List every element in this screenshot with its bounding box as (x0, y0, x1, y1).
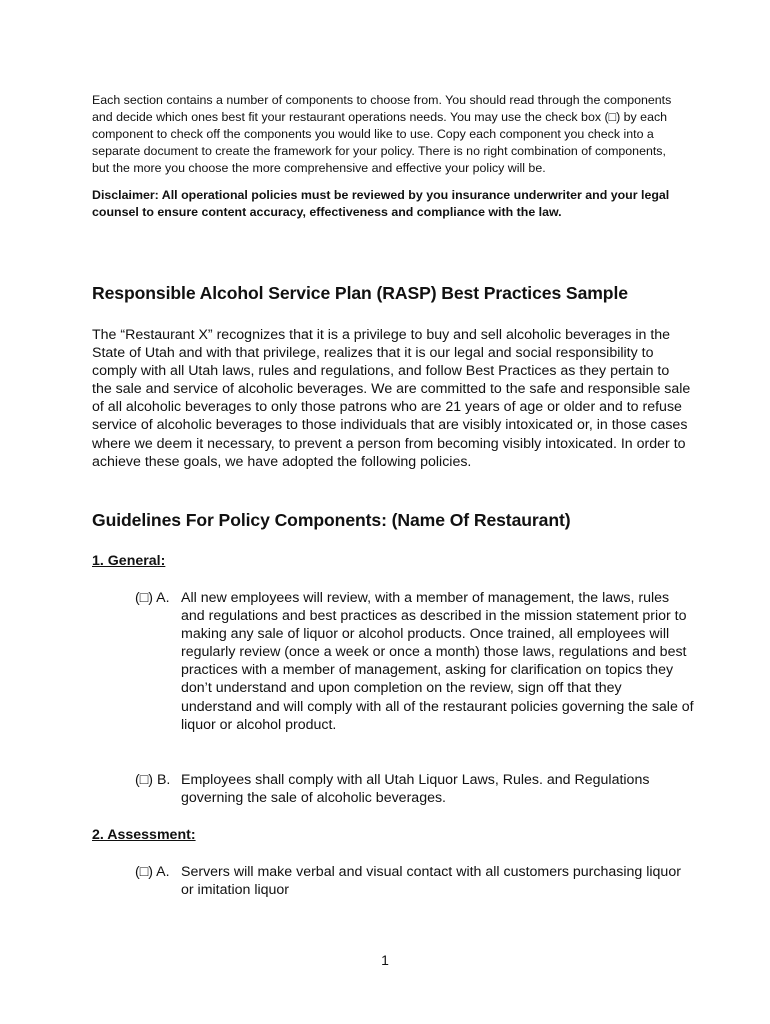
intro-block (92, 92, 682, 221)
policy-item-general-a (135, 589, 695, 734)
section-heading-assessment: 2. Assessment: (92, 827, 196, 843)
intro-paragraph: Each section contains a number of components to choose from. You should read through the components and decide which ones best fit your restaurant operations needs. You may use the check box (□) by each component to check off the components you would like to use. Copy each component you check into a separate document to create the framework for your policy. There is no right combination of components, but the more you choose the more comprehensive and effective your policy will be. (92, 93, 672, 175)
checkbox-marker[interactable]: (□) B. (135, 772, 171, 788)
policy-item-text: Servers will make verbal and visual contact with all customers purchasing liquor or imitation liquor (181, 864, 681, 899)
policy-item-text: Employees shall comply with all Utah Liquor Laws, Rules. and Regulations governing the sale of alcoholic beverages. (181, 772, 650, 807)
section-heading-general: 1. General: (92, 553, 166, 569)
page-number: 1 (381, 952, 389, 968)
policy-item-general-b (135, 771, 695, 807)
policy-item-assessment-a (135, 863, 695, 899)
rasp-title: Responsible Alcohol Service Plan (RASP) Best Practices Sample (92, 283, 628, 303)
checkbox-marker[interactable]: (□) A. (135, 590, 170, 606)
disclaimer: Disclaimer: All operational policies must be reviewed by you insurance underwriter and your legal counsel to ensure content accuracy, effectiveness and compliance with the law. (92, 188, 670, 219)
guidelines-title: Guidelines For Policy Components: (Name Of Restaurant) (92, 510, 571, 530)
checkbox-marker[interactable]: (□) A. (135, 864, 170, 880)
policy-item-text: All new employees will review, with a member of management, the laws, rules and regulations and best practices as described in the mission statement prior to making any sale of liquor or alcohol products. Once trained, all employees will regularly review (once a week or once a month) those laws, regulations and best practices with a member of management, asking for clarification on topics they don’t understand and upon completion on the review, sign off that they understand and will comply with all of the restaurant policies governing the sale of liquor or alcohol product. (181, 590, 694, 733)
rasp-body: The “Restaurant X” recognizes that it is a privilege to buy and sell alcoholic beverages in the State of Utah and with that privilege, realizes that it is our legal and social responsibility to comply with all Utah laws, rules and regulations, and follow Best Practices as they pertain to the sale and service of alcoholic beverages. We are committed to the safe and responsible sale of all alcoholic beverages to only those patrons who are 21 years of age or older and to refuse service of alcoholic beverages to those individuals that are visibly intoxicated or, in those cases where we deem it necessary, to prevent a person from becoming visibly intoxicated. In order to achieve these goals, we have adopted the following policies. (92, 327, 691, 470)
